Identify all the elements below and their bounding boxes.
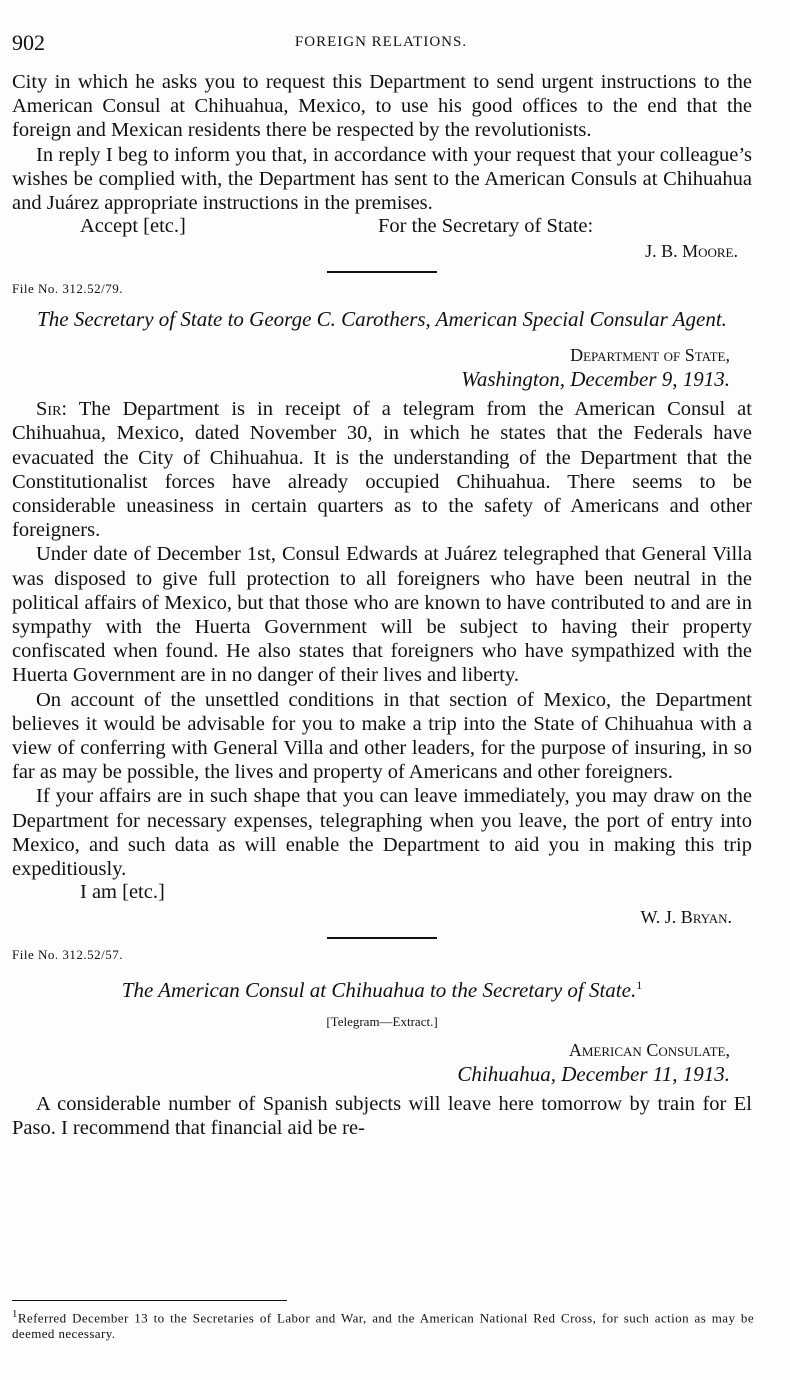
file-number: File No. 312.52/79. [12, 281, 123, 297]
place-date: Washington, December 9, 1913. [461, 367, 730, 392]
footnote [12, 1306, 754, 1342]
page-body [12, 70, 752, 1141]
closing-row [12, 215, 752, 239]
department-line: Department of State, [570, 345, 730, 366]
page-number: 902 [12, 30, 45, 55]
place-date: Chihuahua, December 11, 1913. [457, 1062, 730, 1087]
footnote-marker: 1 [12, 1308, 18, 1320]
document-heading: The American Consul at Chihuahua to the Secretary of State.$^1$ [121, 978, 643, 1003]
signature: W. J. Bryan. [640, 907, 732, 928]
footnote-text: Referred December 13 to the Secretaries of Labor and War, and the American National Red Cross, for such action as may be deemed necessary. [12, 1310, 754, 1342]
running-title: FOREIGN RELATIONS. [294, 34, 468, 50]
consulate-line: American Consulate, [568, 1040, 730, 1061]
closing: I am [etc.] [80, 881, 165, 904]
section-divider [327, 937, 437, 939]
footnote-divider [12, 1300, 287, 1301]
page-header [12, 30, 750, 54]
document-heading: The Secretary of State to George C. Carothers, American Special Consular Agent. [37, 307, 727, 332]
footnote-marker: 1 [636, 978, 643, 993]
paragraph: On account of the unsettled conditions in that section of Mexico, the Department believes it would be advisable for you to make a trip into the State of Chihuahua with a view of conferring with General Villa and other leaders, for the purpose of insuring, in so far as may be possible, the lives and property of Americans and other foreigners. [12, 688, 752, 784]
closing: Accept [etc.] [80, 215, 186, 238]
paragraph: Under date of December 1st, Consul Edwards at Juárez telegraphed that General Villa was disposed to give full protection to all foreigners who have been neutral in the political affairs of Mexico, but that those who are known to have contributed to and are in sympathy with the Huerta Government will be subject to having their property confiscated when found. He also states that foreigners who have sympathized with the Huerta Government are in no danger of their lives and liberty. [12, 543, 752, 687]
closing-row [12, 881, 752, 905]
paragraph: City in which he asks you to request this Department to send urgent instructions to the American Consul at Chihuahua, Mexico, to use his good offices to the end that the foreign and Mexican residents there be respected by the revolutionists. [12, 71, 752, 142]
file-number: File No. 312.52/57. [12, 947, 123, 963]
paragraph: A considerable number of Spanish subjects will leave here tomorrow by train for El Paso. I recommend that financial aid be re- [12, 1093, 752, 1140]
section-divider [327, 271, 437, 273]
paragraph: If your affairs are in such shape that you can leave immediately, you may draw on the Department for necessary expenses, telegraphing when you leave, the port of entry into Mexico, and such data as will enable the Department to aid you in making this trip expeditiously. [12, 785, 752, 881]
paragraph: In reply I beg to inform you that, in accordance with your request that your colleague’s wishes be complied with, the Department has sent to the American Consuls at Chihuahua and Juárez appropriate instructions in the premises. [12, 143, 752, 215]
salutation: Sir: [36, 398, 68, 421]
paragraph-text: The Department is in receipt of a telegram from the American Consul at Chihuahua, Mexico, dated November 30, in which he states that the Federals have evacuated the City of Chihuahua. It is the understanding of the Department that the Constitutionalist forces have already occupied Chihuahua. There seems to be considerable uneasiness in certain quarters as to the safety of Americans and other foreigners. [12, 398, 752, 542]
signature: J. B. Moore. [645, 241, 738, 262]
for-secretary-line: For the Secretary of State: [378, 215, 594, 238]
paragraph [12, 397, 752, 542]
telegram-note: [Telegram—Extract.] [326, 1014, 438, 1030]
